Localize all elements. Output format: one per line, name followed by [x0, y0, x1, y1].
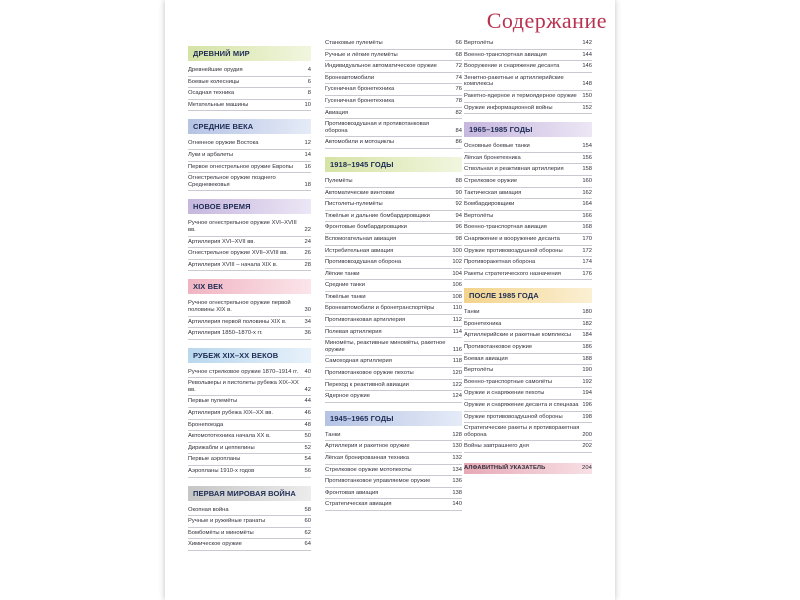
toc-entry-title: Оружие и снаряжение десанта и спецназа	[464, 402, 579, 409]
toc-entry[interactable]	[325, 441, 462, 453]
page-number: 108	[452, 293, 462, 300]
toc-entry[interactable]	[325, 368, 462, 380]
page-number: 26	[304, 250, 311, 257]
page-number: 10	[304, 101, 311, 108]
page-number: 102	[452, 259, 462, 266]
toc-entry[interactable]	[188, 443, 311, 455]
toc-entry-title: Ручные и ружейные гранаты	[188, 518, 266, 525]
toc-entry-title: Химическое оружие	[188, 541, 242, 548]
toc-entry[interactable]	[325, 176, 462, 188]
toc-entry-title: Боевая авиация	[464, 355, 508, 362]
toc-entry-title: Метательные машины	[188, 101, 249, 108]
toc-entry[interactable]	[325, 257, 462, 269]
toc-entry-title: Противовоздушная оборона	[325, 259, 402, 266]
page-number: 144	[582, 51, 592, 58]
toc-entry[interactable]	[325, 453, 462, 465]
page-number: 152	[582, 104, 592, 111]
toc-entry[interactable]	[188, 408, 311, 420]
toc-entry[interactable]	[188, 378, 311, 396]
toc-entry[interactable]	[188, 100, 311, 112]
toc-entry-title: Древнейшие орудия	[188, 67, 243, 73]
toc-entry-title: Вспомогательная авиация	[325, 235, 397, 242]
page-number: 172	[582, 247, 592, 254]
toc-entry-title: Боевые колесницы	[188, 78, 240, 85]
toc-entry-title: Огнестрельное оружие XVII–XVIII вв.	[188, 250, 288, 257]
page-number: 78	[455, 97, 462, 104]
toc-entry[interactable]	[325, 61, 462, 73]
toc-entry-title: Танки	[325, 431, 341, 438]
toc-entry-title: Артиллерийские и ракетные комплексы	[464, 332, 572, 339]
toc-section-heading[interactable]: ПОСЛЕ 1985 ГОДА	[464, 288, 592, 303]
page-number: 146	[582, 63, 592, 70]
toc-entry[interactable]	[464, 141, 592, 153]
page-number: 46	[304, 410, 311, 417]
toc-entry[interactable]	[325, 269, 462, 281]
page-number: 66	[455, 40, 462, 46]
toc-entry[interactable]	[325, 38, 462, 50]
page-number: 170	[582, 235, 592, 242]
toc-entry[interactable]	[464, 412, 592, 424]
toc-entry-title: Противотанковое оружие	[464, 344, 533, 351]
toc-entry[interactable]	[188, 162, 311, 174]
page-number: 24	[304, 238, 311, 245]
page-number: 28	[304, 261, 311, 268]
toc-entry-title: Полевая артиллерия	[325, 328, 382, 335]
toc-entry[interactable]	[188, 138, 311, 150]
toc-entry-title: Станковые пулемёты	[325, 40, 383, 46]
toc-entry-title: Артиллерия XVIII – начала XIX в.	[188, 261, 278, 268]
toc-entry-title: Войны завтрашнего дня	[464, 443, 529, 450]
page-number: 58	[304, 506, 311, 513]
toc-entry[interactable]	[325, 211, 462, 223]
toc-section-heading[interactable]: 1945–1965 ГОДЫ	[325, 411, 462, 426]
toc-entry-title: Огнестрельное оружие позднего Средневековья	[188, 175, 276, 188]
page-number: 88	[455, 177, 462, 184]
toc-entry[interactable]	[464, 176, 592, 188]
page-number: 114	[452, 328, 462, 335]
page-number: 134	[452, 466, 462, 473]
page-number: 40	[304, 368, 311, 375]
toc-entry-title: Тяжёлые танки	[325, 293, 366, 300]
toc-entry-title: Лёгкая бронетехника	[464, 154, 521, 161]
toc-entry-title: Оружие информационной войны	[464, 104, 553, 111]
page-number: 72	[455, 63, 462, 70]
page-number: 22	[304, 226, 311, 233]
toc-column-3	[464, 38, 592, 478]
page-number: 194	[582, 390, 592, 397]
page-number: 18	[304, 181, 311, 188]
toc-entry[interactable]	[325, 327, 462, 339]
page-number: 106	[452, 282, 462, 289]
toc-entry[interactable]	[464, 423, 592, 441]
toc-entry-title: Автомобили и мотоциклы	[325, 139, 395, 146]
toc-entry[interactable]	[188, 367, 311, 379]
page-number: 190	[582, 367, 592, 374]
page-number: 186	[582, 344, 592, 351]
toc-entry[interactable]	[188, 505, 311, 517]
toc-entry-title: Противотанковое оружие пехоты	[325, 370, 414, 377]
toc-entry[interactable]	[188, 218, 311, 236]
toc-entry[interactable]	[464, 222, 592, 234]
toc-entry-title: Оружие противовоздушной обороны	[464, 247, 563, 254]
toc-entry-title: Ручные и лёгкие пулемёты	[325, 51, 398, 58]
toc-entry-title: Осадная техника	[188, 90, 235, 97]
toc-entry[interactable]	[464, 50, 592, 62]
page-number: 50	[304, 433, 311, 440]
page-number: 82	[455, 109, 462, 116]
page-number: 94	[455, 212, 462, 219]
toc-entry[interactable]	[464, 61, 592, 73]
toc-entry[interactable]	[325, 188, 462, 200]
page-number: 162	[582, 189, 592, 196]
toc-entry[interactable]	[188, 466, 311, 478]
page-number: 44	[304, 398, 311, 405]
toc-entry-title: Противовоздушная и противотанковая оборона	[325, 121, 429, 134]
page-number: 138	[452, 489, 462, 496]
toc-entry-title: Пулемёты	[325, 177, 353, 184]
toc-entry[interactable]	[325, 199, 462, 211]
page-number: 60	[304, 518, 311, 525]
page-number: 12	[304, 140, 311, 147]
toc-entry[interactable]	[325, 119, 462, 137]
page-number: 64	[304, 541, 311, 548]
toc-entry-title: Дирижабли и цеппелины	[188, 444, 255, 451]
toc-entry[interactable]	[325, 338, 462, 356]
toc-column-1	[188, 38, 311, 551]
page-number: 200	[582, 431, 592, 438]
toc-entry[interactable]	[325, 280, 462, 292]
toc-entry-title: Артиллерия XVI–XVII вв.	[188, 238, 255, 245]
toc-entry-title: Фронтовые бомбардировщики	[325, 224, 407, 231]
toc-entry-title: Артиллерия 1850–1870-х гг.	[188, 330, 263, 337]
page-number: 120	[452, 370, 462, 377]
toc-entry[interactable]	[325, 222, 462, 234]
toc-entry[interactable]	[325, 315, 462, 327]
page-number: 110	[452, 305, 462, 312]
toc-entry-title: Бомбомёты и миномёты	[188, 529, 254, 536]
toc-entry-title: Оружие и снаряжение пехоты	[464, 390, 545, 397]
toc-entry[interactable]	[188, 539, 311, 551]
toc-entry[interactable]	[188, 248, 311, 260]
toc-entry-title: Бронетехника	[464, 320, 502, 327]
toc-entry-title: Вертолёты	[464, 367, 494, 374]
toc-entry-title: Тяжёлые и дальние бомбардировщики	[325, 212, 430, 219]
toc-entry-title: Луки и арбалеты	[188, 151, 234, 158]
page-number: 192	[582, 378, 592, 385]
toc-entry[interactable]	[325, 234, 462, 246]
page-number: 174	[582, 259, 592, 266]
page-number: 42	[304, 386, 311, 393]
toc-entry-title: Лёгкая бронированная техника	[325, 455, 409, 461]
page-number: 8	[307, 90, 311, 97]
toc-entry[interactable]	[188, 173, 311, 191]
toc-entry[interactable]	[325, 476, 462, 488]
toc-entry[interactable]	[325, 96, 462, 108]
page-title: Содержание	[486, 8, 607, 33]
toc-entry[interactable]	[188, 454, 311, 466]
toc-entry[interactable]	[188, 396, 311, 408]
toc-entry[interactable]	[325, 73, 462, 85]
page-number: 176	[582, 270, 592, 277]
toc-entry-title: Бомбардировщики	[464, 201, 515, 208]
toc-entry-title: Стратегическая авиация	[325, 501, 392, 508]
page-number: 116	[452, 346, 462, 353]
toc-entry-title: Бронеавтомобили и бронетранспортёры	[325, 305, 435, 312]
toc-entry-title: Военно-транспортная авиация	[464, 51, 547, 58]
toc-entry-title: Противотанковая артиллерия	[325, 317, 406, 324]
toc-entry-title: Бронеавтомобили	[325, 74, 375, 81]
page-number: 98	[455, 235, 462, 242]
toc-section-heading[interactable]: XIX ВЕК	[188, 279, 311, 294]
toc-entry-title: Миномёты, реактивные миномёты, ракетное оружие	[325, 340, 446, 353]
toc-entry[interactable]	[464, 164, 592, 176]
toc-entry-title: Револьверы и пистолеты рубежа XIX–XX вв.	[188, 380, 299, 393]
toc-entry-title: Противотанковое управляемое оружие	[325, 478, 431, 485]
toc-entry[interactable]	[464, 153, 592, 165]
toc-entry-title: Противоракетная оборона	[464, 259, 536, 266]
toc-entry-title: Истребительная авиация	[325, 247, 394, 254]
toc-entry-title: Аэропланы 1910-х годов	[188, 468, 255, 475]
toc-entry[interactable]	[188, 298, 311, 316]
toc-entry[interactable]	[325, 499, 462, 511]
page-number: 96	[455, 224, 462, 231]
page-number: 160	[582, 177, 592, 184]
page-number: 36	[304, 330, 311, 337]
page-number: 168	[582, 224, 592, 231]
toc-entry-title: Зенитно-ракетные и артиллерийские комплексы	[464, 74, 564, 88]
page-number: 74	[455, 74, 462, 81]
toc-entry-title: Вертолёты	[464, 212, 494, 219]
toc-section-heading[interactable]: РУБЕЖ XIX–XX ВЕКОВ	[188, 348, 311, 363]
page-number: 16	[304, 163, 311, 170]
toc-entry-title: Тактическая авиация	[464, 189, 522, 196]
toc-entry-title: Танки	[464, 309, 480, 316]
toc-entry[interactable]	[188, 431, 311, 443]
page-number: 142	[582, 40, 592, 46]
toc-section-heading[interactable]: НОВОЕ ВРЕМЯ	[188, 199, 311, 214]
toc-entry[interactable]	[464, 199, 592, 211]
page-number: 30	[304, 306, 311, 313]
page-number: 62	[304, 529, 311, 536]
page-number: 92	[455, 201, 462, 208]
page-number: 188	[582, 355, 592, 362]
page-number: 184	[582, 332, 592, 339]
page-number: 4	[307, 67, 311, 73]
toc-section-heading[interactable]: СРЕДНИЕ ВЕКА	[188, 119, 311, 134]
toc-entry-title: Ракетно-ядерное и термоядерное оружие	[464, 92, 577, 99]
page-number: 124	[452, 393, 462, 400]
toc-entry[interactable]	[188, 237, 311, 249]
toc-section-heading[interactable]: ПЕРВАЯ МИРОВАЯ ВОЙНА	[188, 486, 311, 501]
toc-entry[interactable]	[325, 246, 462, 258]
toc-entry[interactable]	[325, 50, 462, 62]
toc-entry[interactable]	[464, 91, 592, 103]
toc-entry-title: Автомототехника начала XX в.	[188, 433, 271, 440]
toc-entry[interactable]	[464, 330, 592, 342]
toc-entry-title: Первое огнестрельное оружие Европы	[188, 163, 293, 170]
toc-entry-title: Гусеничная бронетехника	[325, 86, 395, 93]
toc-entry[interactable]	[464, 388, 592, 400]
toc-entry[interactable]	[325, 84, 462, 96]
toc-entry-title: Ручное огнестрельное оружие XVI–XVIII вв.	[188, 220, 297, 233]
toc-entry-title: Фронтовая авиация	[325, 489, 379, 496]
page-number: 132	[452, 455, 462, 461]
page-number: 150	[582, 92, 592, 99]
toc-section-heading[interactable]: ДРЕВНИЙ МИР	[188, 46, 311, 61]
toc-entry-title: Ручное огнестрельное оружие первой половины XIX в.	[188, 300, 291, 313]
page-number: 52	[304, 444, 311, 451]
toc-entry[interactable]	[325, 488, 462, 500]
toc-entry-title: Средние танки	[325, 282, 365, 289]
page-number: 166	[582, 212, 592, 219]
toc-entry[interactable]	[325, 292, 462, 304]
toc-entry[interactable]	[325, 137, 462, 149]
toc-entry[interactable]	[464, 319, 592, 331]
toc-entry-title: Артиллерия рубежа XIX–XX вв.	[188, 410, 273, 417]
toc-entry-title: Артиллерия первой половины XIX в.	[188, 318, 287, 325]
page-number: 136	[452, 478, 462, 485]
toc-entry-title: Вооружение и снаряжение десанта	[464, 63, 560, 70]
page-number: 14	[304, 151, 311, 158]
page-number: 112	[452, 317, 462, 324]
toc-entry-title: Огненное оружие Востока	[188, 140, 259, 147]
toc-entry[interactable]	[188, 260, 311, 272]
page-number: 54	[304, 456, 311, 463]
toc-entry[interactable]	[325, 108, 462, 120]
toc-entry-title: Снаряжение и вооружение десанта	[464, 235, 560, 242]
page-number: 182	[582, 320, 592, 327]
toc-entry[interactable]	[464, 246, 592, 258]
toc-entry[interactable]	[464, 188, 592, 200]
toc-entry[interactable]	[188, 528, 311, 540]
page-number: 202	[582, 443, 592, 450]
toc-entry-title: Стрелковое оружие	[464, 177, 518, 184]
page-number: 158	[582, 166, 592, 173]
toc-entry-title: Индивидуальное автоматическое оружие	[325, 63, 437, 70]
toc-entry[interactable]	[464, 441, 592, 453]
page-number: 76	[455, 86, 462, 93]
toc-entry-title: Оружие противовоздушной обороны	[464, 413, 563, 420]
toc-entry-title: Первые пулемёты	[188, 398, 238, 405]
toc-section-heading[interactable]: 1918–1945 ГОДЫ	[325, 157, 462, 172]
page-number: 128	[452, 431, 462, 438]
toc-entry[interactable]	[464, 377, 592, 389]
page-number: 100	[452, 247, 462, 254]
toc-column-2	[325, 38, 462, 511]
section-heading-text: АЛФАВИТНЫЙ УКАЗАТЕЛЬ	[464, 465, 546, 471]
page-number: 140	[452, 501, 462, 508]
toc-entry[interactable]	[188, 150, 311, 162]
page-number: 86	[455, 139, 462, 146]
toc-entry-title: Ракеты стратегического назначения	[464, 270, 561, 277]
page-number: 118	[452, 358, 462, 365]
page-number: 130	[452, 443, 462, 450]
toc-entry[interactable]	[325, 391, 462, 403]
toc-entry-title: Переход к реактивной авиации	[325, 381, 409, 388]
toc-entry-title: Стрелковое оружие мотопехоты	[325, 466, 412, 473]
toc-entry[interactable]	[188, 317, 311, 329]
toc-entry[interactable]	[188, 328, 311, 340]
toc-entry-title: Вертолёты	[464, 40, 494, 46]
toc-entry[interactable]	[464, 342, 592, 354]
page-number: 164	[582, 201, 592, 208]
toc-entry-title: Основные боевые танки	[464, 143, 530, 150]
toc-entry-title: Ствольная и реактивная артиллерия	[464, 166, 564, 173]
page-number: 56	[304, 468, 311, 475]
toc-entry-title: Первые аэропланы	[188, 456, 241, 463]
toc-entry-title: Автоматические винтовки	[325, 189, 395, 196]
toc-section-heading[interactable]: 1965–1985 ГОДЫ	[464, 122, 592, 137]
toc-entry[interactable]	[325, 303, 462, 315]
toc-entry-title: Военно-транспортная авиация	[464, 224, 547, 231]
toc-entry-title: Ручное стрелковое оружие 1870–1914 гг.	[188, 368, 299, 375]
page-number: 48	[304, 421, 311, 428]
toc-entry-title: Бронепоезда	[188, 421, 224, 428]
toc-entry-title: Самоходная артиллерия	[325, 358, 392, 365]
toc-entry[interactable]	[464, 365, 592, 377]
toc-entry[interactable]	[188, 420, 311, 432]
page-number: 196	[582, 402, 592, 409]
page-number: 68	[455, 51, 462, 58]
toc-entry[interactable]	[188, 88, 311, 100]
page-number: 148	[582, 81, 592, 88]
toc-entry[interactable]	[188, 516, 311, 528]
toc-entry[interactable]	[464, 400, 592, 412]
toc-entry[interactable]	[325, 356, 462, 368]
toc-entry-title: Военно-транспортные самолёты	[464, 378, 553, 385]
toc-entry[interactable]	[464, 38, 592, 50]
toc-entry-title: Гусеничная бронетехника	[325, 97, 395, 104]
toc-entry[interactable]	[464, 257, 592, 269]
toc-entry[interactable]	[325, 380, 462, 392]
page-number: 34	[304, 318, 311, 325]
toc-entry[interactable]	[464, 234, 592, 246]
toc-entry-title: Лёгкие танки	[325, 270, 360, 277]
page-number: 198	[582, 413, 592, 420]
toc-entry[interactable]	[464, 307, 592, 319]
page-number: 104	[452, 270, 462, 277]
toc-entry[interactable]	[188, 77, 311, 89]
toc-entry[interactable]	[325, 465, 462, 477]
toc-entry[interactable]	[464, 73, 592, 91]
toc-entry-title: Авиация	[325, 109, 349, 116]
toc-entry[interactable]	[464, 269, 592, 281]
toc-entry-title: Окопная война	[188, 506, 229, 513]
page-number: 180	[582, 309, 592, 316]
page-number: 154	[582, 143, 592, 150]
toc-entry[interactable]	[325, 430, 462, 442]
page-number: 84	[455, 127, 462, 134]
toc-entry[interactable]	[188, 65, 311, 77]
toc-entry-title: Пистолеты-пулемёты	[325, 201, 383, 208]
toc-entry[interactable]	[464, 211, 592, 223]
page-number: 6	[307, 78, 311, 85]
toc-section-heading[interactable]	[464, 463, 592, 474]
toc-entry[interactable]	[464, 354, 592, 366]
toc-entry-title: Артиллерия и ракетное оружие	[325, 443, 410, 450]
toc-entry-title: Стратегические ракеты и противоракетная оборона	[464, 425, 580, 438]
page-number: 122	[452, 381, 462, 388]
page-number: 90	[455, 189, 462, 196]
page-number: 156	[582, 154, 592, 161]
toc-entry[interactable]	[464, 103, 592, 115]
toc-entry-title: Ядерное оружие	[325, 393, 370, 400]
page-number: 204	[582, 465, 592, 471]
toc-page	[165, 0, 615, 600]
